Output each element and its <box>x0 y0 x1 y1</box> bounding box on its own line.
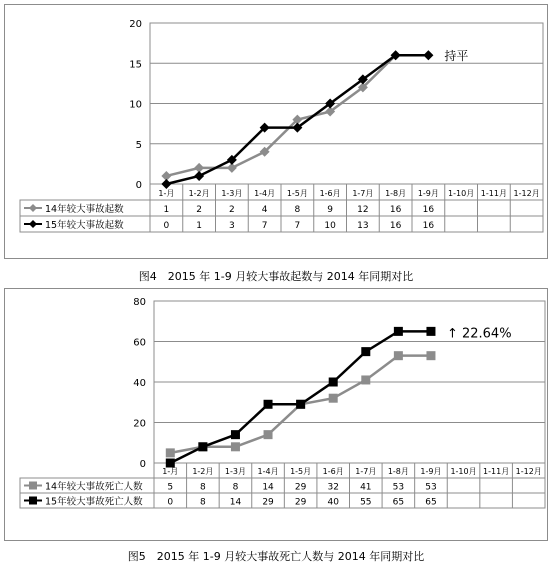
category-label: 1-8月 <box>387 467 409 476</box>
category-label: 1-4月 <box>254 189 276 198</box>
figure-caption-5: 图5 2015 年 1-9 月较大事故死亡人数与 2014 年同期对比 <box>127 550 425 563</box>
figure-caption-4: 图4 2015 年 1-9 月较大事故起数与 2014 年同期对比 <box>138 270 414 283</box>
data-table-cell: 8 <box>232 482 239 493</box>
data-table-cell: 8 <box>200 497 206 508</box>
y-tick-label: 0 <box>139 459 146 470</box>
category-label: 1-5月 <box>286 189 308 198</box>
category-label: 1-9月 <box>420 467 442 476</box>
data-point <box>198 442 207 451</box>
data-table-cell: 7 <box>294 221 301 231</box>
data-table-cell: 16 <box>389 205 402 215</box>
data-table-cell: 3 <box>229 221 235 231</box>
legend-label: 14年较大事故起数 <box>45 204 124 215</box>
data-point <box>231 442 240 451</box>
data-table-cell: 14 <box>262 482 274 493</box>
category-label: 1-6月 <box>322 467 344 476</box>
data-table-cell: 40 <box>327 497 339 508</box>
category-label: 1-7月 <box>355 467 377 476</box>
category-label: 1-9月 <box>417 189 439 198</box>
data-table-cell: 0 <box>167 497 174 508</box>
legend-marker <box>29 204 37 212</box>
legend-label: 15年较大事故起数 <box>45 220 124 231</box>
data-table-cell: 2 <box>229 205 235 215</box>
category-label: 1-8月 <box>385 189 407 198</box>
data-table-cell: 5 <box>167 482 174 493</box>
data-table-cell: 65 <box>425 497 437 508</box>
data-point <box>194 171 204 181</box>
category-label: 1-10月 <box>448 189 475 198</box>
data-table-cell: 55 <box>360 497 372 508</box>
y-tick-label: 0 <box>135 180 142 191</box>
series-line <box>170 331 431 463</box>
category-label: 1-2月 <box>192 467 214 476</box>
category-label: 1-3月 <box>224 467 246 476</box>
category-label: 1-6月 <box>319 189 341 198</box>
data-table-cell: 4 <box>261 205 268 215</box>
data-table-cell: 53 <box>392 482 405 493</box>
data-table-cell: 0 <box>163 221 170 231</box>
category-label: 1-12月 <box>513 189 540 198</box>
data-table-cell: 8 <box>294 205 301 215</box>
data-point <box>329 394 338 403</box>
y-tick-label: 20 <box>129 19 142 30</box>
data-table-cell: 29 <box>294 482 307 493</box>
category-label: 1-7月 <box>352 189 374 198</box>
category-label: 1-3月 <box>221 189 243 198</box>
data-point <box>361 375 370 384</box>
data-point <box>264 400 273 409</box>
category-label: 1-10月 <box>450 467 477 476</box>
y-tick-label: 5 <box>135 139 142 151</box>
legend-label: 15年较大事故死亡人数 <box>45 496 143 508</box>
legend-marker <box>29 220 37 228</box>
data-point <box>166 448 175 457</box>
data-point <box>394 351 403 360</box>
data-point <box>329 378 338 387</box>
data-table-cell: 1 <box>163 205 170 215</box>
category-label: 1-2月 <box>188 189 210 198</box>
data-table-cell: 16 <box>422 221 435 231</box>
data-point <box>394 327 403 336</box>
data-table-cell: 12 <box>357 205 369 215</box>
data-table-cell: 16 <box>389 221 402 231</box>
data-point <box>161 179 171 189</box>
data-point <box>264 430 273 439</box>
data-point <box>426 327 435 336</box>
data-table-cell: 14 <box>229 497 242 508</box>
category-label: 1-5月 <box>290 467 312 476</box>
y-tick-label: 40 <box>133 378 146 389</box>
annotation-label: ↑ 22.64% <box>446 326 512 342</box>
data-table-cell: 9 <box>327 205 333 215</box>
y-tick-label: 10 <box>129 99 142 111</box>
data-table-cell: 1 <box>196 221 202 231</box>
category-label: 1-11月 <box>480 189 507 198</box>
fatality-count-chart <box>5 289 549 542</box>
y-tick-label: 80 <box>133 297 146 308</box>
data-point <box>166 459 175 468</box>
accident-count-chart <box>5 5 549 260</box>
y-tick-label: 20 <box>133 418 146 430</box>
data-table-cell: 65 <box>392 497 405 508</box>
y-tick-label: 60 <box>133 337 146 349</box>
legend-marker <box>29 482 37 490</box>
chart-panel-fig4 <box>4 4 548 259</box>
y-tick-label: 15 <box>129 59 142 71</box>
category-label: 1-4月 <box>257 467 279 476</box>
data-point <box>361 347 370 356</box>
data-table-cell: 10 <box>324 221 336 231</box>
data-table-cell: 29 <box>262 497 274 508</box>
annotation-label: 持平 <box>444 49 469 64</box>
category-label: 1-12月 <box>515 467 542 476</box>
data-point <box>231 430 240 439</box>
category-label: 1-月 <box>162 467 179 476</box>
category-label: 1-月 <box>158 189 175 198</box>
data-point <box>423 50 433 60</box>
data-point <box>426 351 435 360</box>
data-point <box>296 400 305 409</box>
data-table-cell: 32 <box>327 482 339 493</box>
data-table-cell: 53 <box>425 482 437 493</box>
legend-label: 14年较大事故死亡人数 <box>45 481 143 493</box>
legend-marker <box>29 497 37 505</box>
data-table-cell: 2 <box>196 205 202 215</box>
category-label: 1-11月 <box>483 467 510 476</box>
data-table-cell: 16 <box>422 205 435 215</box>
chart-panel-fig5 <box>4 288 548 541</box>
data-table-cell: 13 <box>357 221 369 231</box>
data-table-cell: 29 <box>294 497 307 508</box>
data-table-cell: 41 <box>360 482 372 493</box>
data-table-cell: 7 <box>261 221 268 231</box>
data-table-cell: 8 <box>200 482 206 493</box>
